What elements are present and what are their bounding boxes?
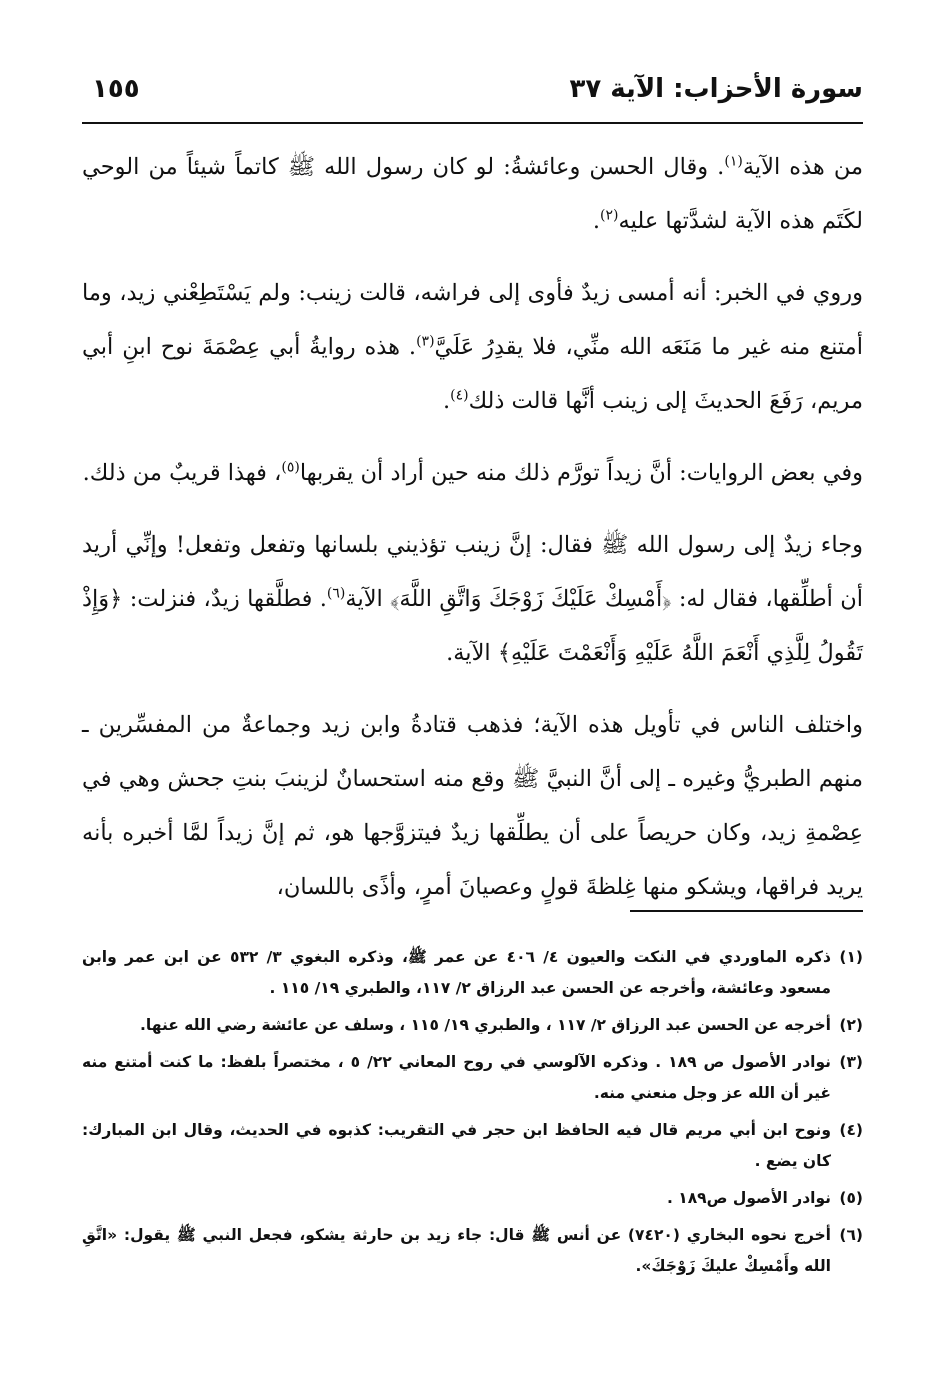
text-segment: الآية [345,586,391,612]
text-segment: واختلف الناس في تأويل هذه الآية؛ فذهب قتادةُ وابن زيد وجماعةٌ من المفسِّرين ـ منهم الطبريُّ وغيره ـ إلى أنَّ النبيَّ ﷺ وقع منه استحسانٌ لزينبَ بنتِ جحش وهي في عِصْمةِ زيد، وكان حريصاً على أن يطلِّقها زيدٌ فيتزوَّجها هو، ثم إنَّ زيداً لمَّا أخبره بأنه يريد فراقها، ويشكو منها غِلظةَ قولٍ وعصيانَ أمرٍ، وأذًى باللسان، [82,712,863,900]
footnote-number: (٥) [839,1189,863,1207]
text-segment: وروي في الخبر: أنه أمسى زيدٌ فأوى إلى فراشه، قالت زينب: ولم يَسْتَطِعْني زيد، وما أمتنع منه غير ما مَنَعَه الله منِّي، فلا يقدِرُ عَلَيَّ [82,280,863,360]
footnote-ref: (٤) [450,387,469,404]
footnote-number: (٦) [839,1226,863,1244]
footnote-text: ونوح ابن أبي مريم قال فيه الحافظ ابن حجر في التقريب: كذبوه في الحديث، وقال ابن المبارك: كان يضع . [82,1121,831,1170]
text-segment: . [592,208,601,234]
footnote [82,1220,863,1282]
footnote-text: نوادر الأصول ص١٨٩ . [666,1189,831,1207]
footnote-number: (٢) [839,1016,863,1034]
footnote-number: (٤) [839,1121,863,1139]
footnote-divider [630,910,863,912]
footnote [82,1115,863,1177]
footnotes [82,942,863,1288]
text-segment: وفي بعض الروايات: أنَّ زيداً تورَّم ذلك منه حين أراد أن يقربها [299,460,863,486]
footnote-ref: (٢) [600,207,619,224]
quran-quote: ﴿وَإِذْ تَقُولُ لِلَّذِي أَنْعَمَ اللَّهُ عَلَيْهِ وَأَنْعَمْتَ عَلَيْهِ﴾ [82,586,863,666]
page-header [82,70,863,124]
footnote [82,1183,863,1214]
paragraph-2 [82,266,863,428]
page-number: ١٥٥ [92,74,140,104]
text-segment: . [442,388,451,414]
text-segment: من هذه الآية [742,154,863,180]
footnote-ref: (٣) [416,333,435,350]
footnote-ref: (٦) [326,585,346,602]
text-segment: وجاء زيدٌ إلى رسول الله ﷺ فقال: إنَّ زينب تؤذيني بلسانها وتفعل وتفعل! وإنِّي أريد أن أطلِّقها، فقال له: [82,532,864,612]
footnote-ref: (١) [724,153,743,170]
footnote-text: أخرجه عن الحسن عبد الرزاق ٢/ ١١٧ ، والطبري ١٩/ ١١٥ ، وسلف عن عائشة رضي الله عنها. [140,1016,831,1034]
footnote-ref: (٥) [281,459,300,476]
footnote [82,1047,863,1109]
text-segment: ، فهذا قريبٌ من ذلك. [82,460,282,486]
footnote-number: (١) [839,948,863,966]
text-segment: . فطلَّقها زيدٌ، فنزلت: [122,586,327,612]
main-text [82,140,863,932]
footnote [82,1010,863,1041]
sura-title: سورة الأحزاب: الآية ٣٧ [569,74,863,104]
footnote-text: نوادر الأصول ص ١٨٩ . وذكره الآلوسي في روح المعاني ٢٢/ ٥ ، مختصراً بلفظ: ما كنت أمتنع منه غير أن الله عز وجل منعني منه. [82,1053,831,1102]
text-segment: الآية. [446,640,498,666]
quran-quote: ﴿أَمْسِكْ عَلَيْكَ زَوْجَكَ وَاتَّقِ اللَّهَ﴾ [390,586,672,612]
text-segment: . هذه روايةُ أبي عِصْمَةَ نوح ابنِ أبي مريم، رَفَعَ الحديثَ إلى زينب أنَّها قالت ذلك [82,334,863,414]
footnote-text: أخرج نحوه البخاري (٧٤٢٠) عن أنس ﷺ قال: جاء زيد بن حارثة يشكو، فجعل النبي ﷺ يقول: «اتَّقِ الله وأَمْسِكْ عليكَ زَوْجَكَ». [82,1226,831,1275]
footnote [82,942,863,1004]
paragraph-4 [82,518,863,680]
paragraph-1 [82,140,863,248]
text-segment: . وقال الحسن وعائشةُ: لو كان رسول الله ﷺ كاتماً شيئاً من الوحي لكَتَم هذه الآية لشدَّتها عليه [82,154,863,234]
paragraph-5 [82,698,863,914]
footnote-text: ذكره الماوردي في النكت والعيون ٤/ ٤٠٦ عن عمر ﷺ، وذكره البغوي ٣/ ٥٣٢ عن ابن عمر وابن مسعود وعائشة، وأخرجه عن الحسن عبد الرزاق ٢/ ١١٧، والطبري ١٩/ ١١٥ . [82,948,831,997]
paragraph-3 [82,446,863,500]
footnote-number: (٣) [839,1053,863,1071]
